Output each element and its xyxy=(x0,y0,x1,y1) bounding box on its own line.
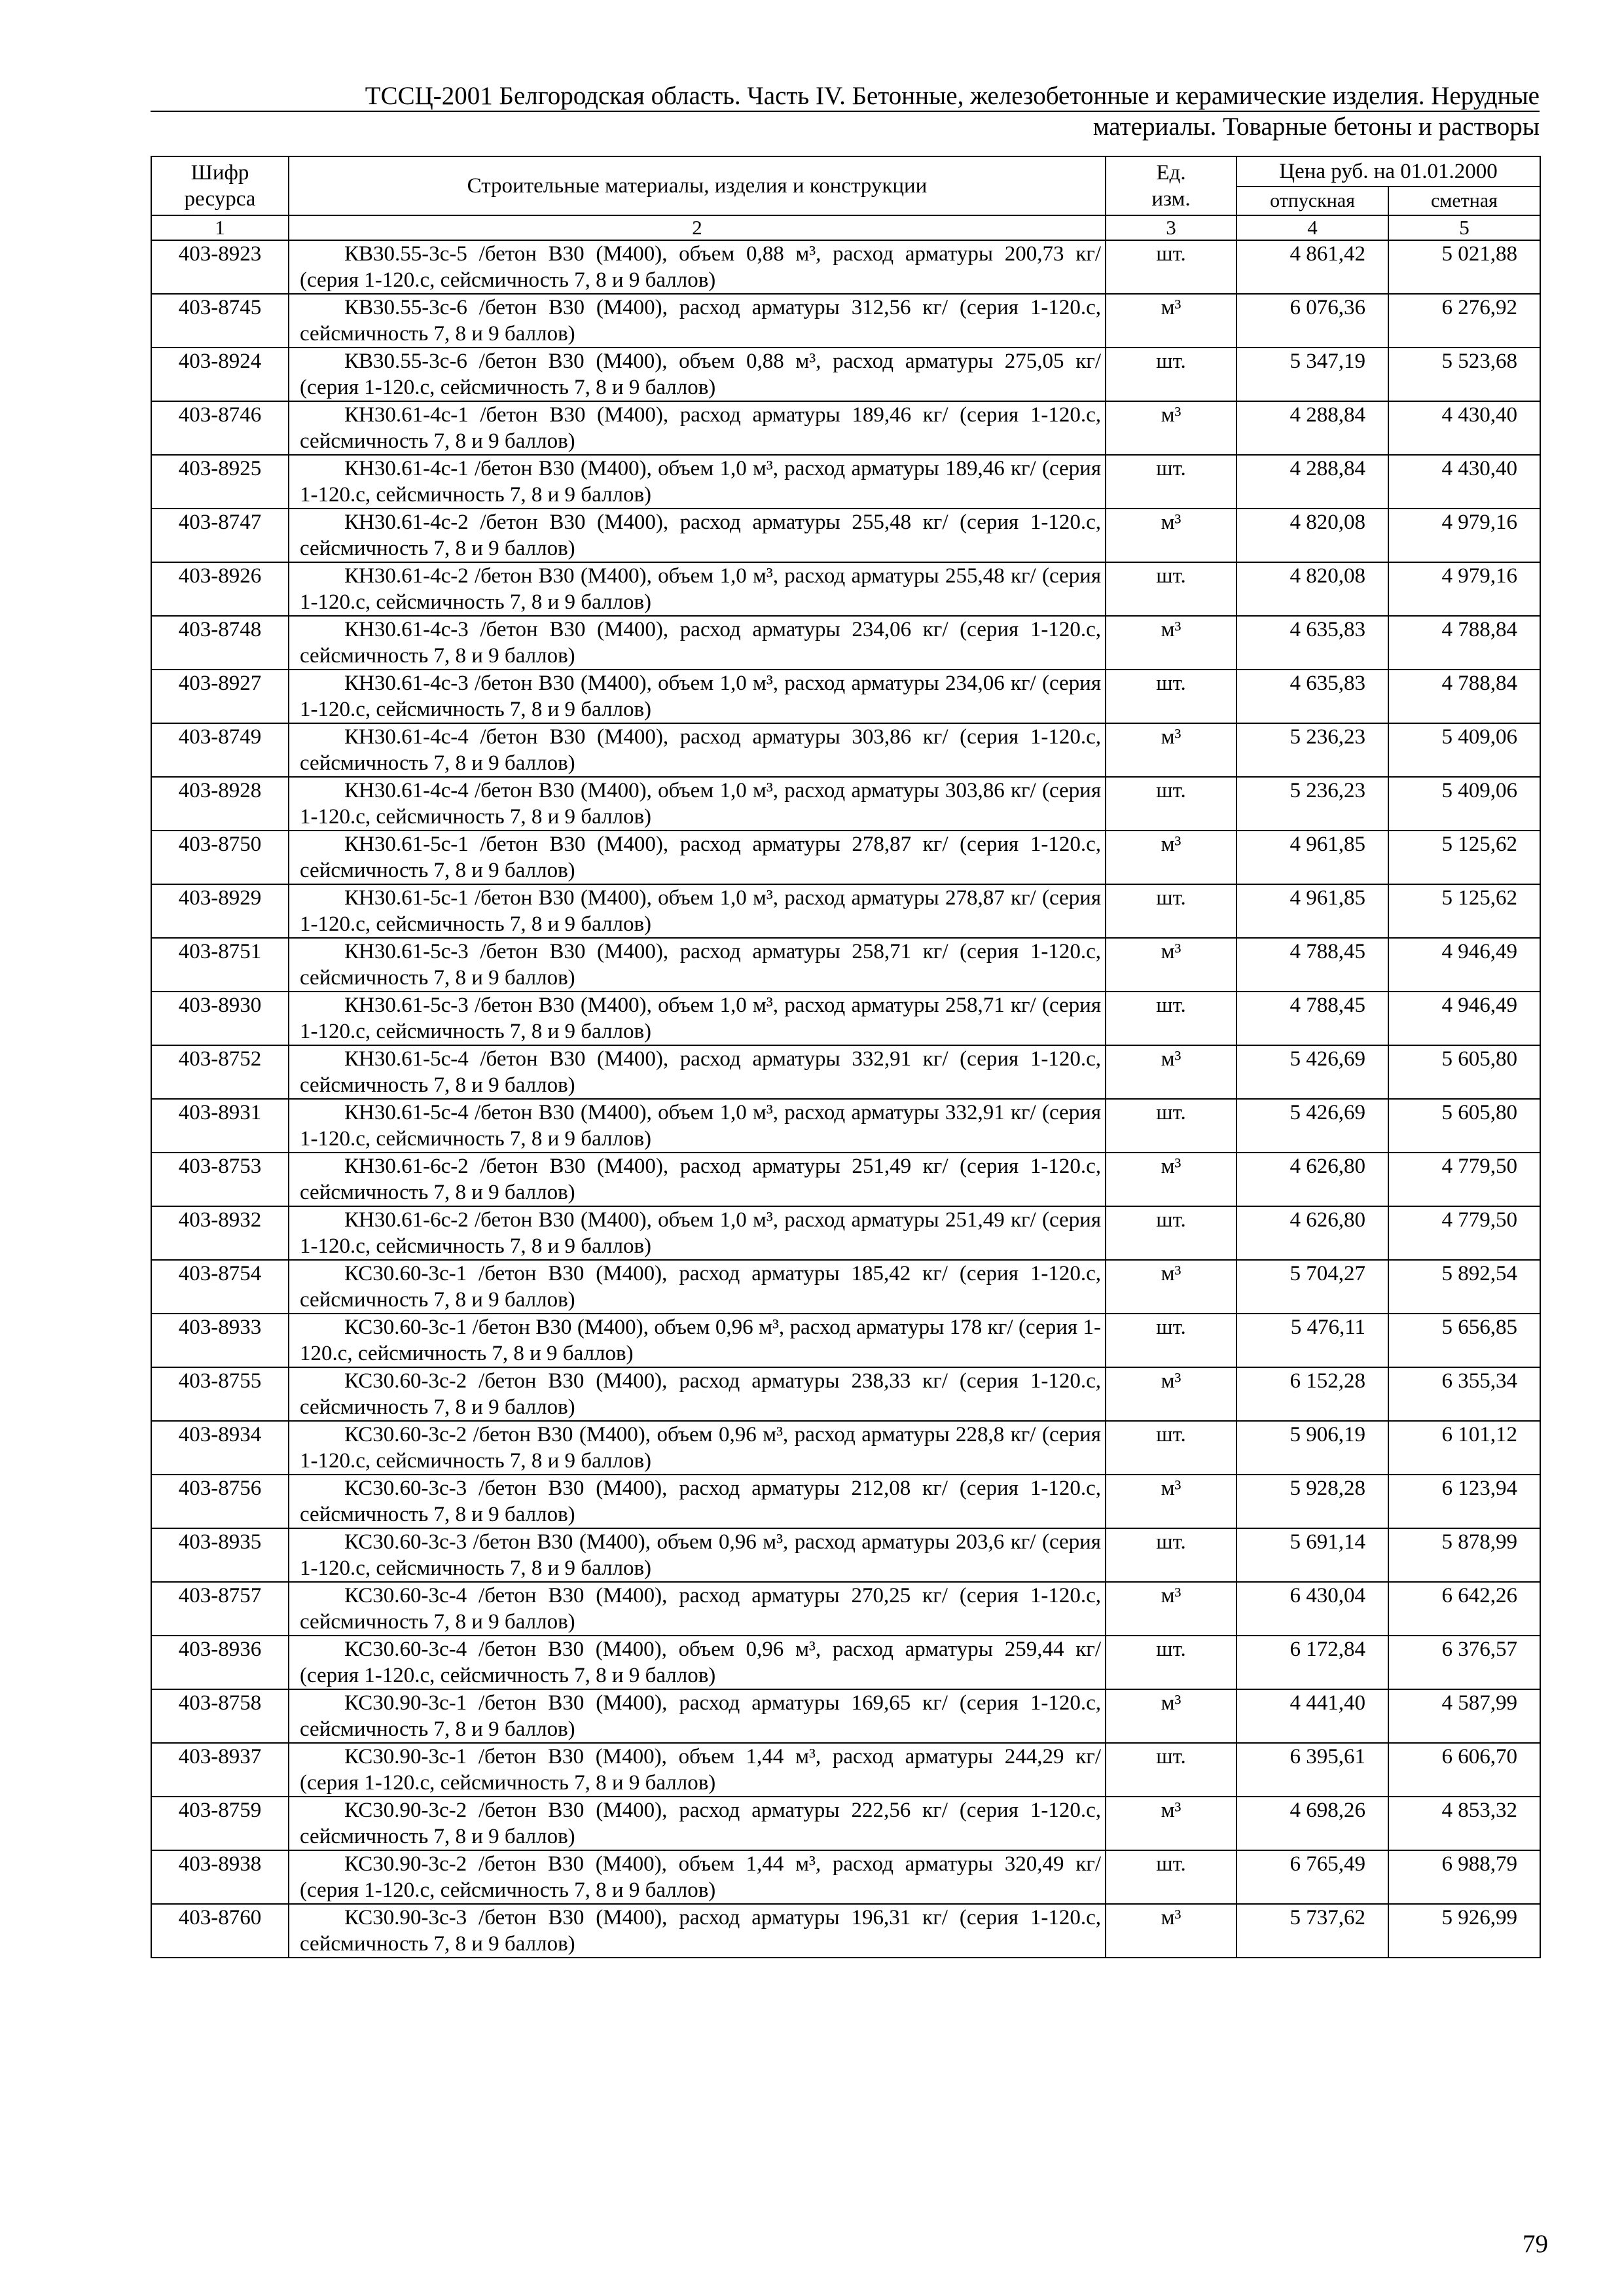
cell-unit: шт. xyxy=(1106,1743,1236,1797)
cell-price-estimate: 4 979,16 xyxy=(1388,562,1540,616)
cell-unit: м³ xyxy=(1106,1689,1236,1743)
cell-unit: м³ xyxy=(1106,1367,1236,1421)
cell-unit: м³ xyxy=(1106,1797,1236,1850)
cell-price-estimate: 6 355,34 xyxy=(1388,1367,1540,1421)
cell-price-estimate: 6 276,92 xyxy=(1388,294,1540,348)
cell-code: 403-8752 xyxy=(151,1045,289,1099)
table-row xyxy=(151,723,1540,777)
table-row xyxy=(151,1582,1540,1636)
cell-description: КН30.61-4с-2 /бетон В30 (М400), расход арматуры 255,48 кг/ (серия 1-120.с, сейсмичность 7, 8 и 9 баллов) xyxy=(289,509,1106,562)
cell-code: 403-8924 xyxy=(151,348,289,401)
cell-price-release: 4 635,83 xyxy=(1236,670,1388,723)
table-row xyxy=(151,1743,1540,1797)
table-row xyxy=(151,884,1540,938)
cell-description: КВ30.55-3с-6 /бетон В30 (М400), объем 0,88 м³, расход арматуры 275,05 кг/ (серия 1-120.с, сейсмичность 7, 8 и 9 баллов) xyxy=(289,348,1106,401)
cell-price-estimate: 4 430,40 xyxy=(1388,455,1540,509)
cell-description: КС30.60-3с-3 /бетон В30 (М400), объем 0,96 м³, расход арматуры 203,6 кг/ (серия 1-120.с, сейсмичность 7, 8 и 9 баллов) xyxy=(289,1528,1106,1582)
table-row xyxy=(151,1314,1540,1367)
cell-unit: шт. xyxy=(1106,1421,1236,1475)
cell-unit: м³ xyxy=(1106,509,1236,562)
cell-unit: шт. xyxy=(1106,348,1236,401)
cell-code: 403-8928 xyxy=(151,777,289,831)
cell-price-release: 6 076,36 xyxy=(1236,294,1388,348)
cell-price-release: 6 430,04 xyxy=(1236,1582,1388,1636)
cell-price-release: 5 737,62 xyxy=(1236,1904,1388,1958)
cell-price-estimate: 5 409,06 xyxy=(1388,723,1540,777)
cell-price-release: 4 820,08 xyxy=(1236,562,1388,616)
cell-description: КН30.61-5с-1 /бетон В30 (М400), расход арматуры 278,87 кг/ (серия 1-120.с, сейсмичность 7, 8 и 9 баллов) xyxy=(289,831,1106,884)
cell-code: 403-8931 xyxy=(151,1099,289,1153)
table-row xyxy=(151,1421,1540,1475)
cell-price-estimate: 6 101,12 xyxy=(1388,1421,1540,1475)
column-number: 3 xyxy=(1106,215,1236,240)
table-row xyxy=(151,1850,1540,1904)
cell-unit: шт. xyxy=(1106,1636,1236,1689)
cell-price-release: 5 691,14 xyxy=(1236,1528,1388,1582)
cell-code: 403-8755 xyxy=(151,1367,289,1421)
table-row xyxy=(151,616,1540,670)
table-row xyxy=(151,670,1540,723)
table-row xyxy=(151,562,1540,616)
cell-price-estimate: 4 779,50 xyxy=(1388,1153,1540,1206)
cell-description: КН30.61-4с-1 /бетон В30 (М400), расход арматуры 189,46 кг/ (серия 1-120.с, сейсмичность 7, 8 и 9 баллов) xyxy=(289,401,1106,455)
cell-price-estimate: 6 988,79 xyxy=(1388,1850,1540,1904)
cell-description: КН30.61-4с-2 /бетон В30 (М400), объем 1,0 м³, расход арматуры 255,48 кг/ (серия 1-120.с, сейсмичность 7, 8 и 9 баллов) xyxy=(289,562,1106,616)
cell-price-release: 4 626,80 xyxy=(1236,1206,1388,1260)
cell-unit: м³ xyxy=(1106,1475,1236,1528)
cell-unit: шт. xyxy=(1106,455,1236,509)
table-row xyxy=(151,401,1540,455)
cell-price-estimate: 5 021,88 xyxy=(1388,240,1540,294)
cell-price-estimate: 5 878,99 xyxy=(1388,1528,1540,1582)
cell-price-estimate: 6 642,26 xyxy=(1388,1582,1540,1636)
cell-code: 403-8936 xyxy=(151,1636,289,1689)
cell-price-estimate: 4 779,50 xyxy=(1388,1206,1540,1260)
cell-price-release: 4 820,08 xyxy=(1236,509,1388,562)
cell-description: КН30.61-5с-3 /бетон В30 (М400), объем 1,0 м³, расход арматуры 258,71 кг/ (серия 1-120.с, сейсмичность 7, 8 и 9 баллов) xyxy=(289,992,1106,1045)
cell-unit: м³ xyxy=(1106,616,1236,670)
cell-description: КН30.61-5с-4 /бетон В30 (М400), объем 1,0 м³, расход арматуры 332,91 кг/ (серия 1-120.с, сейсмичность 7, 8 и 9 баллов) xyxy=(289,1099,1106,1153)
cell-unit: шт. xyxy=(1106,777,1236,831)
cell-code: 403-8927 xyxy=(151,670,289,723)
cell-description: КВ30.55-3с-5 /бетон В30 (М400), объем 0,88 м³, расход арматуры 200,73 кг/ (серия 1-120.с, сейсмичность 7, 8 и 9 баллов) xyxy=(289,240,1106,294)
cell-code: 403-8930 xyxy=(151,992,289,1045)
table-row xyxy=(151,831,1540,884)
table-row xyxy=(151,1528,1540,1582)
cell-unit: м³ xyxy=(1106,723,1236,777)
cell-price-release: 4 698,26 xyxy=(1236,1797,1388,1850)
table-row xyxy=(151,1045,1540,1099)
price-table xyxy=(151,156,1541,1958)
table-body xyxy=(151,240,1540,1958)
column-number: 5 xyxy=(1388,215,1540,240)
cell-description: КН30.61-5с-1 /бетон В30 (М400), объем 1,0 м³, расход арматуры 278,87 кг/ (серия 1-120.с, сейсмичность 7, 8 и 9 баллов) xyxy=(289,884,1106,938)
cell-unit: шт. xyxy=(1106,1314,1236,1367)
table-row xyxy=(151,1153,1540,1206)
cell-price-release: 5 347,19 xyxy=(1236,348,1388,401)
cell-unit: м³ xyxy=(1106,1904,1236,1958)
cell-price-release: 6 395,61 xyxy=(1236,1743,1388,1797)
cell-price-estimate: 5 409,06 xyxy=(1388,777,1540,831)
table-row xyxy=(151,938,1540,992)
cell-description: КН30.61-4с-3 /бетон В30 (М400), объем 1,0 м³, расход арматуры 234,06 кг/ (серия 1-120.с, сейсмичность 7, 8 и 9 баллов) xyxy=(289,670,1106,723)
cell-code: 403-8746 xyxy=(151,401,289,455)
cell-code: 403-8749 xyxy=(151,723,289,777)
cell-price-release: 5 906,19 xyxy=(1236,1421,1388,1475)
page-number: 79 xyxy=(1523,2230,1548,2258)
cell-code: 403-8754 xyxy=(151,1260,289,1314)
cell-code: 403-8745 xyxy=(151,294,289,348)
cell-unit: м³ xyxy=(1106,1582,1236,1636)
column-number: 1 xyxy=(151,215,289,240)
cell-unit: шт. xyxy=(1106,670,1236,723)
cell-unit: м³ xyxy=(1106,1153,1236,1206)
cell-description: КН30.61-4с-4 /бетон В30 (М400), объем 1,0 м³, расход арматуры 303,86 кг/ (серия 1-120.с, сейсмичность 7, 8 и 9 баллов) xyxy=(289,777,1106,831)
cell-price-release: 5 426,69 xyxy=(1236,1045,1388,1099)
cell-description: КС30.90-3с-2 /бетон В30 (М400), расход арматуры 222,56 кг/ (серия 1-120.с, сейсмичность 7, 8 и 9 баллов) xyxy=(289,1797,1106,1850)
cell-price-estimate: 4 946,49 xyxy=(1388,938,1540,992)
cell-price-release: 6 172,84 xyxy=(1236,1636,1388,1689)
cell-price-release: 6 765,49 xyxy=(1236,1850,1388,1904)
cell-description: КС30.60-3с-4 /бетон В30 (М400), расход арматуры 270,25 кг/ (серия 1-120.с, сейсмичность 7, 8 и 9 баллов) xyxy=(289,1582,1106,1636)
cell-price-release: 6 152,28 xyxy=(1236,1367,1388,1421)
cell-description: КС30.60-3с-2 /бетон В30 (М400), объем 0,96 м³, расход арматуры 228,8 кг/ (серия 1-120.с, сейсмичность 7, 8 и 9 баллов) xyxy=(289,1421,1106,1475)
cell-description: КС30.60-3с-3 /бетон В30 (М400), расход арматуры 212,08 кг/ (серия 1-120.с, сейсмичность 7, 8 и 9 баллов) xyxy=(289,1475,1106,1528)
cell-price-release: 5 236,23 xyxy=(1236,777,1388,831)
cell-description: КН30.61-5с-4 /бетон В30 (М400), расход арматуры 332,91 кг/ (серия 1-120.с, сейсмичность 7, 8 и 9 баллов) xyxy=(289,1045,1106,1099)
cell-unit: шт. xyxy=(1106,884,1236,938)
cell-code: 403-8759 xyxy=(151,1797,289,1850)
cell-description: КН30.61-6с-2 /бетон В30 (М400), объем 1,0 м³, расход арматуры 251,49 кг/ (серия 1-120.с, сейсмичность 7, 8 и 9 баллов) xyxy=(289,1206,1106,1260)
cell-price-release: 4 635,83 xyxy=(1236,616,1388,670)
table-row xyxy=(151,992,1540,1045)
cell-unit: шт. xyxy=(1106,1850,1236,1904)
cell-price-estimate: 5 125,62 xyxy=(1388,831,1540,884)
table-row xyxy=(151,1636,1540,1689)
cell-code: 403-8756 xyxy=(151,1475,289,1528)
cell-price-estimate: 4 430,40 xyxy=(1388,401,1540,455)
cell-price-estimate: 6 123,94 xyxy=(1388,1475,1540,1528)
table-row xyxy=(151,1206,1540,1260)
cell-code: 403-8932 xyxy=(151,1206,289,1260)
cell-price-estimate: 4 587,99 xyxy=(1388,1689,1540,1743)
table-row xyxy=(151,1475,1540,1528)
cell-price-release: 4 288,84 xyxy=(1236,401,1388,455)
cell-price-release: 5 704,27 xyxy=(1236,1260,1388,1314)
cell-code: 403-8929 xyxy=(151,884,289,938)
cell-unit: шт. xyxy=(1106,1206,1236,1260)
cell-price-estimate: 5 605,80 xyxy=(1388,1045,1540,1099)
cell-price-release: 5 928,28 xyxy=(1236,1475,1388,1528)
table-row xyxy=(151,1099,1540,1153)
table-row xyxy=(151,1904,1540,1958)
table-row xyxy=(151,509,1540,562)
column-number: 4 xyxy=(1236,215,1388,240)
cell-description: КС30.90-3с-2 /бетон В30 (М400), объем 1,44 м³, расход арматуры 320,49 кг/ (серия 1-120.с, сейсмичность 7, 8 и 9 баллов) xyxy=(289,1850,1106,1904)
cell-price-release: 4 861,42 xyxy=(1236,240,1388,294)
cell-code: 403-8925 xyxy=(151,455,289,509)
cell-price-release: 4 961,85 xyxy=(1236,831,1388,884)
cell-price-estimate: 5 892,54 xyxy=(1388,1260,1540,1314)
header-price-release: отпускная xyxy=(1236,187,1388,215)
cell-code: 403-8747 xyxy=(151,509,289,562)
table-row xyxy=(151,777,1540,831)
table-row xyxy=(151,294,1540,348)
header-unit: Ед. изм. xyxy=(1106,156,1236,215)
cell-code: 403-8935 xyxy=(151,1528,289,1582)
cell-description: КС30.90-3с-1 /бетон В30 (М400), объем 1,44 м³, расход арматуры 244,29 кг/ (серия 1-120.с, сейсмичность 7, 8 и 9 баллов) xyxy=(289,1743,1106,1797)
cell-price-release: 4 441,40 xyxy=(1236,1689,1388,1743)
cell-description: КС30.60-3с-1 /бетон В30 (М400), объем 0,96 м³, расход арматуры 178 кг/ (серия 1-120.с, сейсмичность 7, 8 и 9 баллов) xyxy=(289,1314,1106,1367)
cell-unit: м³ xyxy=(1106,938,1236,992)
cell-price-estimate: 4 979,16 xyxy=(1388,509,1540,562)
cell-code: 403-8760 xyxy=(151,1904,289,1958)
cell-description: КН30.61-4с-4 /бетон В30 (М400), расход арматуры 303,86 кг/ (серия 1-120.с, сейсмичность 7, 8 и 9 баллов) xyxy=(289,723,1106,777)
cell-code: 403-8751 xyxy=(151,938,289,992)
header-materials: Строительные материалы, изделия и конструкции xyxy=(289,156,1106,215)
cell-description: КС30.60-3с-2 /бетон В30 (М400), расход арматуры 238,33 кг/ (серия 1-120.с, сейсмичность 7, 8 и 9 баллов) xyxy=(289,1367,1106,1421)
table-row xyxy=(151,1797,1540,1850)
cell-price-estimate: 4 788,84 xyxy=(1388,670,1540,723)
cell-price-release: 4 961,85 xyxy=(1236,884,1388,938)
cell-code: 403-8938 xyxy=(151,1850,289,1904)
table-row xyxy=(151,455,1540,509)
header-resource-code: Шифр ресурса xyxy=(151,156,289,215)
cell-price-estimate: 6 606,70 xyxy=(1388,1743,1540,1797)
cell-price-release: 5 236,23 xyxy=(1236,723,1388,777)
cell-unit: м³ xyxy=(1106,401,1236,455)
cell-description: КН30.61-6с-2 /бетон В30 (М400), расход арматуры 251,49 кг/ (серия 1-120.с, сейсмичность 7, 8 и 9 баллов) xyxy=(289,1153,1106,1206)
cell-description: КС30.60-3с-1 /бетон В30 (М400), расход арматуры 185,42 кг/ (серия 1-120.с, сейсмичность 7, 8 и 9 баллов) xyxy=(289,1260,1106,1314)
cell-unit: шт. xyxy=(1106,992,1236,1045)
cell-code: 403-8926 xyxy=(151,562,289,616)
cell-price-release: 5 426,69 xyxy=(1236,1099,1388,1153)
cell-code: 403-8757 xyxy=(151,1582,289,1636)
table-row xyxy=(151,1367,1540,1421)
cell-price-release: 4 626,80 xyxy=(1236,1153,1388,1206)
cell-code: 403-8758 xyxy=(151,1689,289,1743)
cell-price-release: 4 788,45 xyxy=(1236,992,1388,1045)
cell-unit: шт. xyxy=(1106,240,1236,294)
cell-description: КН30.61-5с-3 /бетон В30 (М400), расход арматуры 258,71 кг/ (серия 1-120.с, сейсмичность 7, 8 и 9 баллов) xyxy=(289,938,1106,992)
cell-code: 403-8753 xyxy=(151,1153,289,1206)
cell-code: 403-8934 xyxy=(151,1421,289,1475)
cell-unit: м³ xyxy=(1106,294,1236,348)
cell-price-estimate: 5 125,62 xyxy=(1388,884,1540,938)
cell-price-estimate: 6 376,57 xyxy=(1388,1636,1540,1689)
cell-description: КН30.61-4с-3 /бетон В30 (М400), расход арматуры 234,06 кг/ (серия 1-120.с, сейсмичность 7, 8 и 9 баллов) xyxy=(289,616,1106,670)
cell-code: 403-8750 xyxy=(151,831,289,884)
header-line-2: материалы. Товарные бетоны и растворы xyxy=(1092,113,1540,141)
cell-code: 403-8933 xyxy=(151,1314,289,1367)
cell-price-estimate: 5 523,68 xyxy=(1388,348,1540,401)
cell-price-release: 4 788,45 xyxy=(1236,938,1388,992)
cell-description: КН30.61-4с-1 /бетон В30 (М400), объем 1,0 м³, расход арматуры 189,46 кг/ (серия 1-120.с, сейсмичность 7, 8 и 9 баллов) xyxy=(289,455,1106,509)
table-row xyxy=(151,240,1540,294)
cell-price-estimate: 5 656,85 xyxy=(1388,1314,1540,1367)
cell-code: 403-8937 xyxy=(151,1743,289,1797)
cell-code: 403-8923 xyxy=(151,240,289,294)
cell-unit: м³ xyxy=(1106,831,1236,884)
page-header xyxy=(151,81,1540,141)
header-price-estimate: сметная xyxy=(1388,187,1540,215)
cell-description: КС30.90-3с-1 /бетон В30 (М400), расход арматуры 169,65 кг/ (серия 1-120.с, сейсмичность 7, 8 и 9 баллов) xyxy=(289,1689,1106,1743)
cell-description: КВ30.55-3с-6 /бетон В30 (М400), расход арматуры 312,56 кг/ (серия 1-120.с, сейсмичность 7, 8 и 9 баллов) xyxy=(289,294,1106,348)
cell-unit: м³ xyxy=(1106,1045,1236,1099)
column-number: 2 xyxy=(289,215,1106,240)
cell-price-release: 4 288,84 xyxy=(1236,455,1388,509)
cell-price-estimate: 5 926,99 xyxy=(1388,1904,1540,1958)
cell-price-estimate: 5 605,80 xyxy=(1388,1099,1540,1153)
cell-unit: шт. xyxy=(1106,1528,1236,1582)
header-price: Цена руб. на 01.01.2000 xyxy=(1236,156,1540,187)
cell-description: КС30.60-3с-4 /бетон В30 (М400), объем 0,96 м³, расход арматуры 259,44 кг/ (серия 1-120.с, сейсмичность 7, 8 и 9 баллов) xyxy=(289,1636,1106,1689)
cell-unit: м³ xyxy=(1106,1260,1236,1314)
cell-price-estimate: 4 788,84 xyxy=(1388,616,1540,670)
cell-price-estimate: 4 853,32 xyxy=(1388,1797,1540,1850)
cell-description: КС30.90-3с-3 /бетон В30 (М400), расход арматуры 196,31 кг/ (серия 1-120.с, сейсмичность 7, 8 и 9 баллов) xyxy=(289,1904,1106,1958)
cell-price-estimate: 4 946,49 xyxy=(1388,992,1540,1045)
table-row xyxy=(151,1689,1540,1743)
cell-price-release: 5 476,11 xyxy=(1236,1314,1388,1367)
table-row xyxy=(151,1260,1540,1314)
cell-unit: шт. xyxy=(1106,1099,1236,1153)
cell-code: 403-8748 xyxy=(151,616,289,670)
cell-unit: шт. xyxy=(1106,562,1236,616)
header-line-1: ТССЦ-2001 Белгородская область. Часть IV. Бетонные, железобетонные и керамические изделия. Нерудные xyxy=(365,82,1540,110)
table-row xyxy=(151,348,1540,401)
